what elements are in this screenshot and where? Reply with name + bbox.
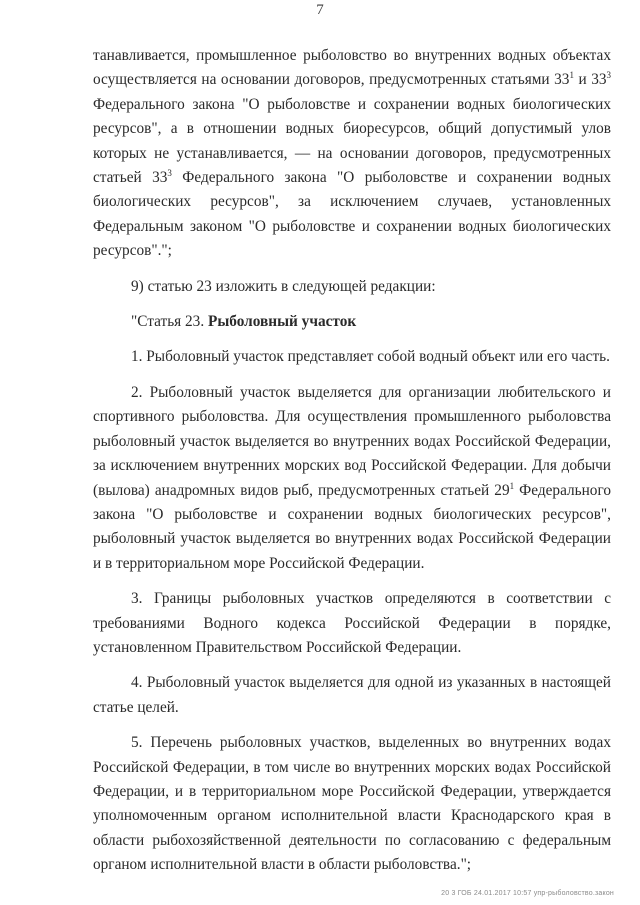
paragraph-item-9: 9) статью 23 изложить в следующей редакции: <box>131 277 436 295</box>
superscript: 1 <box>569 70 574 81</box>
superscript: 3 <box>167 168 172 179</box>
article-heading <box>93 310 611 334</box>
article-clause-3: 3. Границы рыболовных участков определяются в соответствии с требованиями Водного кодекса Российской Федерации в порядке, установленном Правительством Российской Федерации. <box>93 590 611 656</box>
page-number: 7 <box>316 2 324 18</box>
paragraph-text: Федерального закона "О рыболовстве и сохранении водных биологических ресурсов", рыболовный участок выделяется во внутренних водах Российской Федерации и в территориальном море Российской Федерации. <box>93 481 611 572</box>
superscript: 3 <box>606 70 612 81</box>
paragraph-text: 2. Рыболовный участок выделяется для организации любительского и спортивного рыболовства. Для осуществления промышленного рыболовства рыболовный участок выделяется во внутренних водах Российской Федерации, за исключением внутренних морских вод Российской Федерации. Для добычи (вылова) анадромных видов рыб, предусмотренных статьей 29 <box>93 383 611 499</box>
article-clause-4: 4. Рыболовный участок выделяется для одной из указанных в настоящей статье целей. <box>93 674 611 716</box>
paragraph-text: танавливается, промышленное рыболовство во внутренних водных объектах осуществляется на основании договоров, предусмотренных статьями 33 <box>93 47 611 89</box>
article-clause-1: 1. Рыболовный участок представляет собой водный объект или его часть. <box>131 348 610 366</box>
article-title: Рыболовный участок <box>207 313 357 331</box>
article-clause-5: 5. Перечень рыболовных участков, выделенных во внутренних водах Российской Федерации, в том числе во внутренних морских водах Российской Федерации, и в территориальном море Российской Федерации, утверждается уполномоченным органом исполнительной власти Краснодарского края в области рыбохозяйственной деятельности по согласованию с федеральным органом исполнительной власти в области рыболовства."; <box>93 734 611 874</box>
paragraph-continuation <box>93 44 611 264</box>
article-prefix: "Статья 23. <box>131 313 208 331</box>
superscript: 1 <box>509 480 515 491</box>
footer-stamp: 20 3 ГОБ 24.01.2017 10:57 упр-рыболовство.закон <box>441 890 614 897</box>
document-body <box>93 44 611 878</box>
paragraph-text: Федерального закона "О рыболовстве и сохранении водных биологических ресурсов", а в отношении водных биоресурсов, общий допустимый улов которых не устанавливается, — на основании договоров, предусмотренных статьей 33 <box>93 95 611 187</box>
paragraph-text: Федерального закона "О рыболовстве и сохранении водных биологических ресурсов", за исключением случаев, установленных Федеральным законом "О рыболовстве и сохранении водных биологических ресурсов"."; <box>93 169 611 260</box>
article-clause-2 <box>93 381 611 576</box>
paragraph-text: и 33 <box>573 71 607 89</box>
